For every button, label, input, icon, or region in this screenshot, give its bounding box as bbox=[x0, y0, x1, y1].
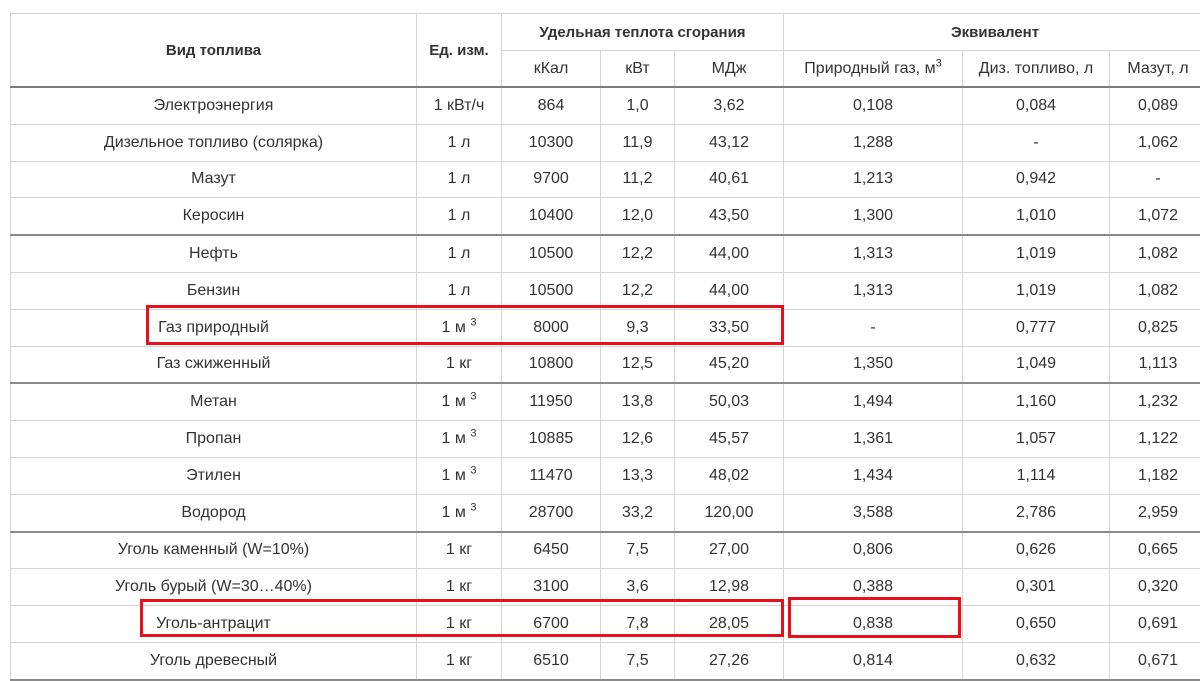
table-row bbox=[11, 421, 1200, 458]
table-row bbox=[11, 346, 1200, 383]
cell-kcal: 10500 bbox=[502, 235, 601, 272]
cell-mj: 44,00 bbox=[675, 235, 784, 272]
cell-gas: 0,806 bbox=[784, 532, 963, 569]
cell-unit-sup: 3 bbox=[470, 501, 476, 513]
cell-diesel: 0,777 bbox=[963, 309, 1110, 346]
cell-mj: 45,20 bbox=[675, 346, 784, 383]
cell-mazut: 0,665 bbox=[1110, 532, 1200, 569]
cell-fuel: Водород bbox=[11, 494, 417, 531]
cell-gas: 0,838 bbox=[784, 606, 963, 643]
cell-mj: 28,05 bbox=[675, 606, 784, 643]
cell-gas: 0,108 bbox=[784, 87, 963, 124]
cell-diesel: 1,019 bbox=[963, 235, 1110, 272]
cell-unit bbox=[417, 642, 502, 679]
cell-mj: 40,61 bbox=[675, 161, 784, 198]
cell-unit-sup: 3 bbox=[470, 391, 476, 403]
cell-fuel: Этилен bbox=[11, 457, 417, 494]
cell-mazut: 0,320 bbox=[1110, 569, 1200, 606]
cell-kcal: 10300 bbox=[502, 124, 601, 161]
cell-fuel: Дизельное топливо (солярка) bbox=[11, 124, 417, 161]
cell-gas: 1,300 bbox=[784, 198, 963, 235]
cell-gas: 1,313 bbox=[784, 235, 963, 272]
cell-unit-label: 1 л bbox=[448, 245, 471, 262]
cell-unit-label: 1 кВт/ч bbox=[434, 97, 485, 114]
cell-unit-sup: 3 bbox=[470, 428, 476, 440]
cell-mazut: 0,671 bbox=[1110, 642, 1200, 679]
cell-unit bbox=[417, 346, 502, 383]
table-row bbox=[11, 235, 1200, 272]
cell-mazut: 1,182 bbox=[1110, 457, 1200, 494]
table-row bbox=[11, 569, 1200, 606]
cell-unit bbox=[417, 494, 502, 531]
cell-unit-label: 1 л bbox=[448, 134, 471, 151]
cell-kwt: 33,2 bbox=[601, 494, 675, 531]
cell-mj: 45,57 bbox=[675, 421, 784, 458]
cell-fuel: Бензин bbox=[11, 272, 417, 309]
cell-kcal: 6450 bbox=[502, 532, 601, 569]
cell-fuel: Пропан bbox=[11, 421, 417, 458]
cell-mazut: 0,691 bbox=[1110, 606, 1200, 643]
cell-fuel: Уголь древесный bbox=[11, 642, 417, 679]
cell-unit-label: 1 м bbox=[442, 504, 471, 521]
cell-diesel: 2,786 bbox=[963, 494, 1110, 531]
cell-mazut: 1,062 bbox=[1110, 124, 1200, 161]
cell-diesel: 1,049 bbox=[963, 346, 1110, 383]
cell-kwt: 13,3 bbox=[601, 457, 675, 494]
cell-kwt: 12,2 bbox=[601, 235, 675, 272]
cell-unit-label: 1 м bbox=[442, 393, 471, 410]
cell-unit bbox=[417, 235, 502, 272]
cell-fuel: Мазут bbox=[11, 161, 417, 198]
cell-gas: 1,313 bbox=[784, 272, 963, 309]
cell-diesel: 1,010 bbox=[963, 198, 1110, 235]
cell-kcal: 10800 bbox=[502, 346, 601, 383]
cell-diesel: 0,301 bbox=[963, 569, 1110, 606]
cell-diesel: - bbox=[963, 124, 1110, 161]
header-specific-heat: Удельная теплота сгорания bbox=[502, 14, 784, 51]
cell-fuel: Керосин bbox=[11, 198, 417, 235]
table-row bbox=[11, 309, 1200, 346]
table-header bbox=[11, 14, 1200, 88]
fuel-table-wrapper bbox=[10, 13, 1200, 681]
cell-mj: 27,00 bbox=[675, 532, 784, 569]
cell-kcal: 28700 bbox=[502, 494, 601, 531]
cell-unit-label: 1 кг bbox=[446, 615, 472, 632]
cell-unit bbox=[417, 198, 502, 235]
cell-mazut: 1,082 bbox=[1110, 272, 1200, 309]
cell-gas: 1,288 bbox=[784, 124, 963, 161]
header-fuel-type: Вид топлива bbox=[11, 14, 417, 88]
cell-diesel: 1,114 bbox=[963, 457, 1110, 494]
cell-unit-label: 1 кг bbox=[446, 578, 472, 595]
cell-unit bbox=[417, 569, 502, 606]
cell-mj: 33,50 bbox=[675, 309, 784, 346]
header-natural-gas bbox=[784, 51, 963, 88]
cell-mazut: 2,959 bbox=[1110, 494, 1200, 531]
cell-kwt: 13,8 bbox=[601, 383, 675, 420]
cell-fuel: Метан bbox=[11, 383, 417, 420]
header-unit: Ед. изм. bbox=[417, 14, 502, 88]
table-row bbox=[11, 87, 1200, 124]
cell-diesel: 1,019 bbox=[963, 272, 1110, 309]
cell-mj: 44,00 bbox=[675, 272, 784, 309]
cell-kwt: 1,0 bbox=[601, 87, 675, 124]
cell-kwt: 12,6 bbox=[601, 421, 675, 458]
cell-fuel: Электроэнергия bbox=[11, 87, 417, 124]
cell-kcal: 8000 bbox=[502, 309, 601, 346]
cell-mj: 3,62 bbox=[675, 87, 784, 124]
cell-unit bbox=[417, 87, 502, 124]
cell-unit bbox=[417, 457, 502, 494]
table-row bbox=[11, 457, 1200, 494]
cell-mj: 50,03 bbox=[675, 383, 784, 420]
cell-kwt: 7,5 bbox=[601, 532, 675, 569]
cell-kwt: 11,9 bbox=[601, 124, 675, 161]
cell-unit-label: 1 м bbox=[442, 467, 471, 484]
cell-unit bbox=[417, 161, 502, 198]
cell-kcal: 9700 bbox=[502, 161, 601, 198]
cell-gas: 3,588 bbox=[784, 494, 963, 531]
cell-diesel: 1,057 bbox=[963, 421, 1110, 458]
table-row bbox=[11, 642, 1200, 679]
cell-diesel: 1,160 bbox=[963, 383, 1110, 420]
cell-kcal: 11470 bbox=[502, 457, 601, 494]
cell-kcal: 6700 bbox=[502, 606, 601, 643]
cell-unit bbox=[417, 124, 502, 161]
cell-unit-sup: 3 bbox=[470, 465, 476, 477]
table-row bbox=[11, 272, 1200, 309]
cell-unit bbox=[417, 421, 502, 458]
cell-kwt: 12,0 bbox=[601, 198, 675, 235]
header-equivalent: Эквивалент bbox=[784, 14, 1200, 51]
cell-unit bbox=[417, 532, 502, 569]
cell-fuel: Уголь бурый (W=30…40%) bbox=[11, 569, 417, 606]
cell-fuel: Газ сжиженный bbox=[11, 346, 417, 383]
table-row bbox=[11, 161, 1200, 198]
cell-unit-label: 1 л bbox=[448, 170, 471, 187]
cell-unit-sup: 3 bbox=[470, 316, 476, 328]
cell-kwt: 7,5 bbox=[601, 642, 675, 679]
cell-unit-label: 1 кг bbox=[446, 355, 472, 372]
cell-mazut: 1,122 bbox=[1110, 421, 1200, 458]
cell-unit bbox=[417, 383, 502, 420]
table-body bbox=[11, 87, 1200, 680]
cell-mj: 27,26 bbox=[675, 642, 784, 679]
cell-gas: 0,388 bbox=[784, 569, 963, 606]
fuel-comparison-table bbox=[10, 13, 1200, 681]
cell-mazut: 0,089 bbox=[1110, 87, 1200, 124]
cell-diesel: 0,084 bbox=[963, 87, 1110, 124]
cell-diesel: 0,632 bbox=[963, 642, 1110, 679]
cell-kcal: 3100 bbox=[502, 569, 601, 606]
header-kcal: кКал bbox=[502, 51, 601, 88]
cell-mj: 12,98 bbox=[675, 569, 784, 606]
cell-kcal: 864 bbox=[502, 87, 601, 124]
table-row bbox=[11, 494, 1200, 531]
cell-mazut: 0,825 bbox=[1110, 309, 1200, 346]
header-mazut: Мазут, л bbox=[1110, 51, 1200, 88]
header-kwt: кВт bbox=[601, 51, 675, 88]
cell-unit bbox=[417, 606, 502, 643]
cell-kwt: 7,8 bbox=[601, 606, 675, 643]
cell-gas: 1,494 bbox=[784, 383, 963, 420]
cell-gas: 1,361 bbox=[784, 421, 963, 458]
cell-unit-label: 1 кг bbox=[446, 541, 472, 558]
cell-unit bbox=[417, 272, 502, 309]
cell-fuel: Газ природный bbox=[11, 309, 417, 346]
header-mj: МДж bbox=[675, 51, 784, 88]
table-row bbox=[11, 198, 1200, 235]
cell-unit-label: 1 м bbox=[442, 319, 471, 336]
cell-gas: 1,434 bbox=[784, 457, 963, 494]
cell-diesel: 0,650 bbox=[963, 606, 1110, 643]
cell-kwt: 12,2 bbox=[601, 272, 675, 309]
cell-unit-label: 1 кг bbox=[446, 652, 472, 669]
cell-diesel: 0,626 bbox=[963, 532, 1110, 569]
table-row bbox=[11, 383, 1200, 420]
header-natural-gas-label: Природный газ, м bbox=[804, 60, 935, 77]
cell-mj: 120,00 bbox=[675, 494, 784, 531]
header-diesel: Диз. топливо, л bbox=[963, 51, 1110, 88]
cell-kcal: 10885 bbox=[502, 421, 601, 458]
cell-unit bbox=[417, 309, 502, 346]
table-row bbox=[11, 532, 1200, 569]
cell-mazut: 1,072 bbox=[1110, 198, 1200, 235]
cell-gas: - bbox=[784, 309, 963, 346]
cell-kwt: 12,5 bbox=[601, 346, 675, 383]
cell-mazut: 1,082 bbox=[1110, 235, 1200, 272]
cell-mazut: - bbox=[1110, 161, 1200, 198]
cell-unit-label: 1 л bbox=[448, 207, 471, 224]
cell-kcal: 6510 bbox=[502, 642, 601, 679]
cell-gas: 1,350 bbox=[784, 346, 963, 383]
cell-unit-label: 1 л bbox=[448, 282, 471, 299]
cell-unit-label: 1 м bbox=[442, 430, 471, 447]
header-natural-gas-sup: 3 bbox=[936, 57, 942, 69]
cell-mazut: 1,232 bbox=[1110, 383, 1200, 420]
cell-fuel: Нефть bbox=[11, 235, 417, 272]
cell-kcal: 11950 bbox=[502, 383, 601, 420]
cell-diesel: 0,942 bbox=[963, 161, 1110, 198]
cell-kwt: 11,2 bbox=[601, 161, 675, 198]
cell-fuel: Уголь каменный (W=10%) bbox=[11, 532, 417, 569]
cell-fuel: Уголь-антрацит bbox=[11, 606, 417, 643]
cell-gas: 0,814 bbox=[784, 642, 963, 679]
cell-kwt: 3,6 bbox=[601, 569, 675, 606]
cell-mj: 43,50 bbox=[675, 198, 784, 235]
cell-kcal: 10500 bbox=[502, 272, 601, 309]
table-row bbox=[11, 124, 1200, 161]
cell-kwt: 9,3 bbox=[601, 309, 675, 346]
cell-mj: 48,02 bbox=[675, 457, 784, 494]
cell-kcal: 10400 bbox=[502, 198, 601, 235]
cell-mazut: 1,113 bbox=[1110, 346, 1200, 383]
cell-gas: 1,213 bbox=[784, 161, 963, 198]
table-row bbox=[11, 606, 1200, 643]
cell-mj: 43,12 bbox=[675, 124, 784, 161]
